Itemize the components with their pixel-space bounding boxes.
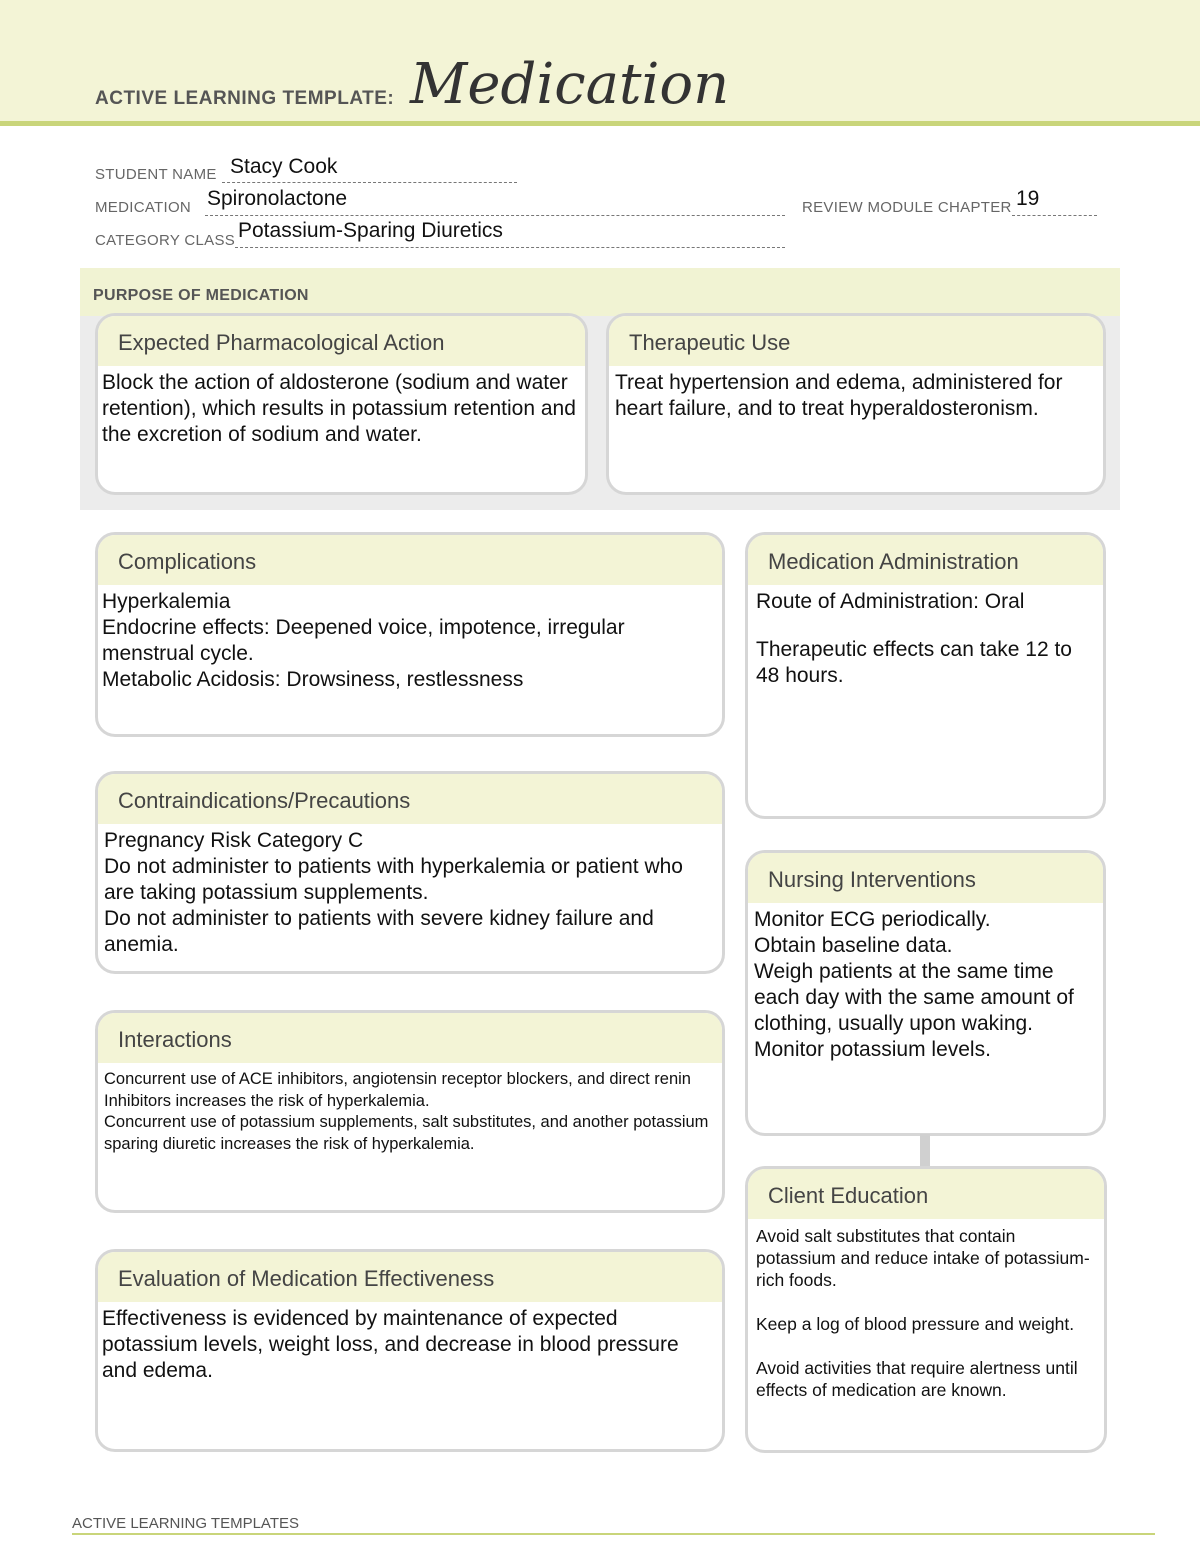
expected-action-box bbox=[95, 313, 588, 495]
review-module-field[interactable]: 19 bbox=[1016, 187, 1040, 210]
complication-line: Metabolic Acidosis: Drowsiness, restlessness bbox=[102, 668, 524, 691]
client-education-title: Client Education bbox=[748, 1169, 1104, 1219]
nursing-interventions-box bbox=[745, 850, 1106, 1136]
complications-title: Complications bbox=[98, 535, 722, 585]
intervention-line: Monitor potassium levels. bbox=[754, 1038, 991, 1061]
interactions-title: Interactions bbox=[98, 1013, 722, 1063]
review-module-label: REVIEW MODULE CHAPTER bbox=[802, 199, 1012, 216]
therapeutic-use-text[interactable]: Treat hypertension and edema, administered for heart failure, and to treat hyperaldosteronism. bbox=[615, 371, 1063, 420]
education-paragraph: Keep a log of blood pressure and weight. bbox=[756, 1314, 1075, 1334]
contraindication-line: Do not administer to patients with severe kidney failure and anemia. bbox=[104, 907, 654, 956]
interactions-text[interactable] bbox=[98, 1063, 722, 1155]
footer-label: ACTIVE LEARNING TEMPLATES bbox=[72, 1515, 299, 1532]
nursing-interventions-text[interactable] bbox=[748, 903, 1103, 1063]
page-title: Medication bbox=[410, 52, 730, 117]
medication-line bbox=[205, 215, 785, 216]
medication-field[interactable]: Spironolactone bbox=[207, 187, 348, 210]
header-rule bbox=[0, 121, 1200, 126]
contraindications-title: Contraindications/Precautions bbox=[98, 774, 722, 824]
review-module-line bbox=[1012, 215, 1097, 216]
nursing-interventions-title: Nursing Interventions bbox=[748, 853, 1103, 903]
template-label: ACTIVE LEARNING TEMPLATE: bbox=[95, 88, 395, 109]
interaction-line: Concurrent use of potassium supplements, salt substitutes, and another potassium sparing diuretic increases the risk of hyperkalemia. bbox=[104, 1113, 709, 1153]
category-class-line bbox=[235, 247, 785, 248]
contraindications-text[interactable] bbox=[98, 824, 722, 958]
student-name-field[interactable]: Stacy Cook bbox=[230, 155, 338, 178]
therapeutic-use-title: Therapeutic Use bbox=[609, 316, 1103, 366]
complications-box bbox=[95, 532, 725, 737]
education-paragraph: Avoid activities that require alertness until effects of medication are known. bbox=[756, 1358, 1078, 1400]
intervention-line: Monitor ECG periodically. bbox=[754, 908, 991, 931]
intervention-line: Weigh patients at the same time each day with the same amount of clothing, usually upon waking. bbox=[754, 960, 1074, 1035]
therapeutic-use-box bbox=[606, 313, 1106, 495]
contraindication-line: Pregnancy Risk Category C bbox=[104, 829, 364, 852]
contraindication-line: Do not administer to patients with hyperkalemia or patient who are taking potassium supplements. bbox=[104, 855, 683, 904]
administration-onset: Therapeutic effects can take 12 to 48 hours. bbox=[756, 638, 1072, 687]
administration-title: Medication Administration bbox=[748, 535, 1103, 585]
student-name-line bbox=[222, 182, 517, 183]
administration-route: Route of Administration: Oral bbox=[756, 590, 1025, 613]
contraindications-box bbox=[95, 771, 725, 974]
evaluation-text[interactable]: Effectiveness is evidenced by maintenance of expected potassium levels, weight loss, and decrease in blood pressure and edema. bbox=[102, 1307, 679, 1382]
evaluation-title: Evaluation of Medication Effectiveness bbox=[98, 1252, 722, 1302]
education-paragraph: Avoid salt substitutes that contain potassium and reduce intake of potassium-rich foods. bbox=[756, 1226, 1090, 1290]
expected-action-title: Expected Pharmacological Action bbox=[98, 316, 585, 366]
client-education-text[interactable] bbox=[748, 1219, 1104, 1401]
medication-label: MEDICATION bbox=[95, 199, 192, 216]
complication-line: Endocrine effects: Deepened voice, impotence, irregular menstrual cycle. bbox=[102, 616, 625, 665]
category-class-label: CATEGORY CLASS bbox=[95, 232, 236, 249]
footer-rule bbox=[72, 1533, 1155, 1535]
spacer bbox=[756, 1335, 1098, 1357]
student-name-label: STUDENT NAME bbox=[95, 166, 217, 183]
client-education-box bbox=[745, 1166, 1107, 1453]
intervention-line: Obtain baseline data. bbox=[754, 934, 953, 957]
complication-line: Hyperkalemia bbox=[102, 590, 231, 613]
spacer bbox=[756, 615, 1097, 637]
spacer bbox=[756, 1291, 1098, 1313]
evaluation-box bbox=[95, 1249, 725, 1452]
administration-text[interactable] bbox=[748, 585, 1103, 689]
complications-text[interactable] bbox=[98, 585, 722, 693]
administration-box bbox=[745, 532, 1106, 819]
interactions-box bbox=[95, 1010, 725, 1213]
connector-bar bbox=[920, 1134, 930, 1166]
interaction-line: Concurrent use of ACE inhibitors, angiotensin receptor blockers, and direct renin Inhibitors increases the risk of hyperkalemia. bbox=[104, 1070, 691, 1110]
category-class-field[interactable]: Potassium-Sparing Diuretics bbox=[238, 219, 503, 242]
expected-action-text[interactable]: Block the action of aldosterone (sodium and water retention), which results in potassium retention and the excretion of sodium and water. bbox=[102, 371, 576, 446]
purpose-label: PURPOSE OF MEDICATION bbox=[93, 287, 309, 304]
